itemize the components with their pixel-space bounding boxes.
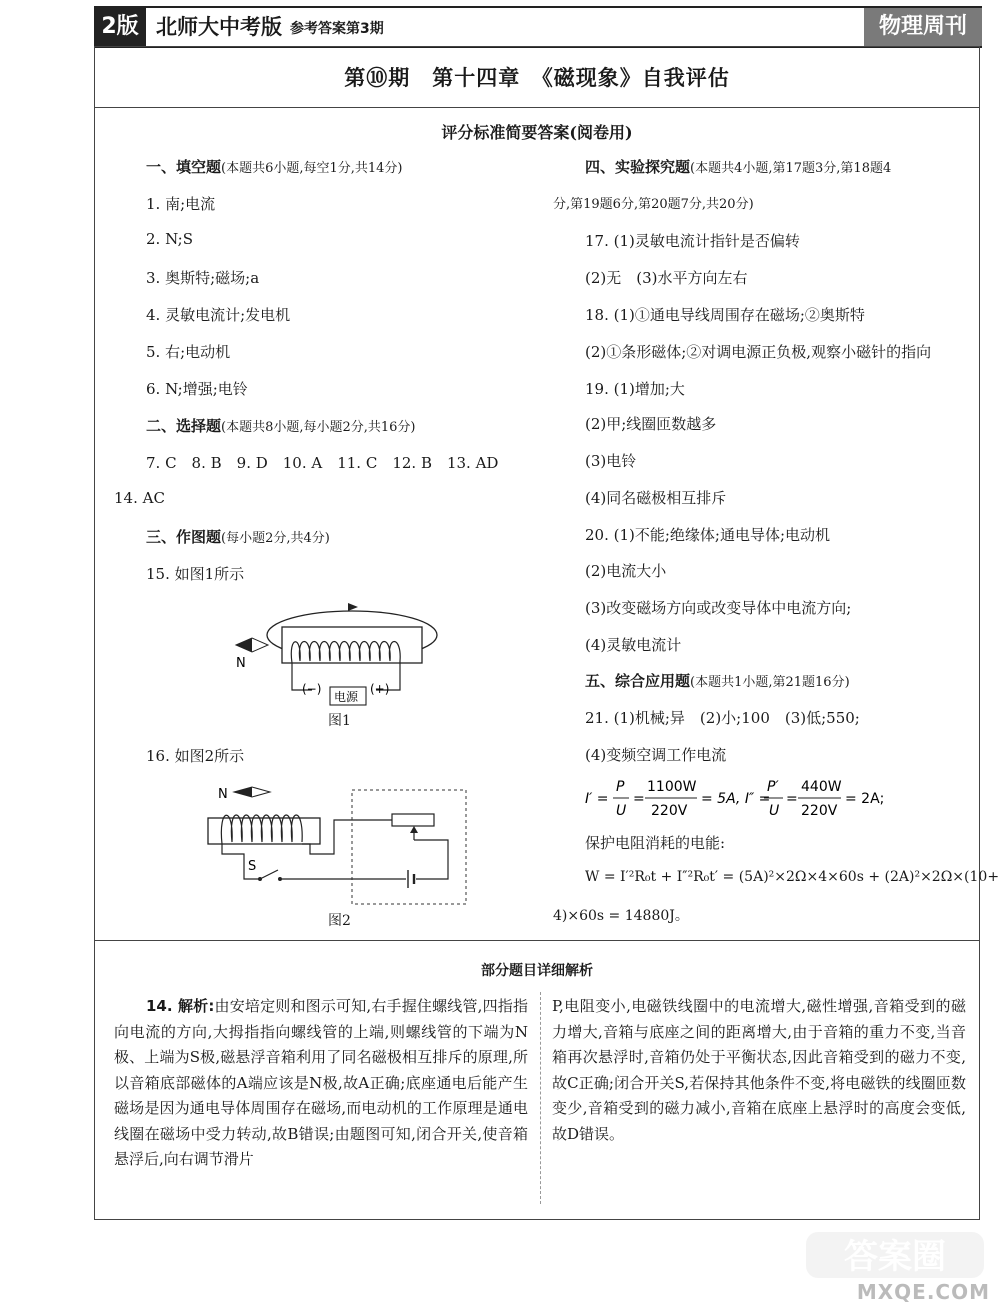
switch-lever [260,870,278,879]
figure-2-diagram [200,782,470,908]
section-divider [94,940,980,941]
answer-15: 15. 如图1所示 [146,565,245,583]
eq-u: U [616,803,627,819]
switch-pivot [258,877,262,881]
issue-title: 第⑩期 第十四章 《磁现象》自我评估 [344,65,730,90]
watermark-site: MXQE.COM [856,1280,990,1304]
answer-21a: 21. (1)机械;异 (2)小;100 (3)低;550; [585,709,860,727]
detail-right-text: P,电阻变小,电磁铁线圈中的电流增大,磁性增强,音箱受到的磁力增大,音箱与底座之间的距离增大,由于音箱的重力不变,当音箱再次悬浮时,音箱仍处于平衡状态,因此音箱受到的磁力不变,故C正确;闭合开关S,若保持其他条件不变,将电磁铁的线圈匝数变少,音箱受到的磁力减小,音箱在底座上悬浮时的高度会变低,故D错误。 [552,997,966,1143]
answer-20a: 20. (1)不能;绝缘体;通电导体;电动机 [585,526,831,544]
power-label: 电源 [334,690,359,704]
solenoid-core [282,627,422,663]
answer-2: 2. N;S [146,230,193,248]
section-4-heading: 四、实验探究题(本题共4小题,第17题3分,第18题4 [585,158,892,176]
compass-needle-north [234,787,252,797]
section-5-heading: 五、综合应用题(本题共1小题,第21题16分) [585,672,850,690]
section-2-heading: 二、选择题(本题共8小题,每小题2分,共16分) [146,417,416,435]
brand-badge: 物理周刊 [864,8,982,46]
eq-p: P [616,779,625,795]
answer-21b: (4)变频空调工作电流 [585,746,727,764]
figure-2-caption: 图2 [328,913,351,929]
answer-19d: (4)同名磁极相互排斥 [585,489,727,507]
detail-left-text [114,994,528,1173]
answer-18b: (2)①条形磁体;②对调电源正负极,观察小磁针的指向 [585,343,932,361]
compass-needle-north [236,638,252,652]
fig2-n-label: N [218,787,228,802]
eq-p2: P′ [767,779,779,795]
answers-7-13: 7. C 8. B 9. D 10. A 11. C 12. B 13. AD [146,454,499,472]
answer-19a: 19. (1)增加;大 [585,380,685,398]
answer-6: 6. N;增强;电铃 [146,380,248,398]
answer-20d: (4)灵敏电流计 [585,636,682,654]
answer-18a: 18. (1)①通电导线周围存在磁场;②奥斯特 [585,306,865,324]
answer-19c: (3)电铃 [585,452,637,470]
detail-column-divider [540,992,541,1204]
edition-badge: 2版 [94,8,146,46]
plus-label: (+) [370,682,390,696]
answer-20b: (2)电流大小 [585,562,667,580]
eq-440w: 440W [801,779,842,795]
wire-right [416,840,448,879]
answer-21e: 4)×60s = 14880J。 [553,908,689,924]
eq-220v-b: 220V [801,803,838,819]
answer-16: 16. 如图2所示 [146,747,245,765]
watermark-logo-text: 答案圈 [844,1237,946,1277]
figure-1-diagram [230,595,445,710]
section-3-heading: 三、作图题(每小题2分,共4分) [146,528,330,546]
rheostat [392,814,434,826]
detail-left-body: 由安培定则和图示可知,右手握住螺线管,四指指向电流的方向,大拇指指向螺线管的上端,则螺线管的下端为N极、上端为S极,磁悬浮音箱利用了同名磁极相互排斥的原理,所以音箱底部磁体的A端应该是N极,故A正确;底座通电后能产生磁场是因为通电导体周围存在磁场,而电动机的工作原理是通电线圈在磁场中受力转动,故B错误;由题图可知,闭合开关,使音箱悬浮后,向右调节滑片 [114,997,528,1168]
detail-label: 14. 解析: [146,997,215,1015]
electromagnet-core [208,818,320,844]
switch-contact [278,877,282,881]
figure-1-caption: 图1 [328,713,351,729]
section-1-heading: 一、填空题(本题共6小题,每空1分,共14分) [146,158,403,176]
title-box [94,46,980,108]
page-header [94,6,982,48]
answer-20c: (3)改变磁场方向或改变导体中电流方向; [585,599,852,617]
eq-i1: I′ = [585,791,609,807]
eq-1100w: 1100W [647,779,697,795]
current-equation [585,776,895,822]
answer-21c: 保护电阻消耗的电能: [585,834,726,852]
eq-equals-1: = [633,791,645,807]
eq-2a: = 2A; [845,791,885,807]
eq-equals-2: = [786,791,798,807]
eq-5a: = 5A, I″ = [701,791,771,807]
fig2-s-label: S [248,859,257,874]
answer-4: 4. 灵敏电流计;发电机 [146,306,291,324]
slider-arrow-icon [410,826,418,833]
answer-1: 1. 南;电流 [146,195,216,213]
issue-subtitle: 参考答案第3期 [290,21,384,37]
answers-title: 评分标准简要答案(阅卷用) [441,123,633,142]
answer-5: 5. 右;电动机 [146,343,231,361]
eq-220v-a: 220V [651,803,688,819]
answer-19b: (2)甲;线圈匝数越多 [585,415,717,433]
minus-label: (−) [302,682,322,696]
paper-name: 北师大中考版 [156,15,282,39]
answer-14: 14. AC [114,489,165,507]
base-dashed-box [352,790,466,904]
section-4-note: 分,第19题6分,第20题7分,共20分) [553,197,754,212]
fig1-n-label: N [236,656,246,671]
eq-u2: U [769,803,780,819]
answer-17b: (2)无 (3)水平方向左右 [585,269,748,287]
answer-3: 3. 奥斯特;磁场;a [146,269,260,287]
answer-17a: 17. (1)灵敏电流计指针是否偏转 [585,232,800,250]
answer-21d: W = I′²R₀t + I″²R₀t′ = (5A)²×2Ω×4×60s + (2A)²×2Ω×(10+ [585,869,1000,885]
field-arrow-icon [348,603,358,611]
detail-title: 部分题目详细解析 [481,963,593,979]
